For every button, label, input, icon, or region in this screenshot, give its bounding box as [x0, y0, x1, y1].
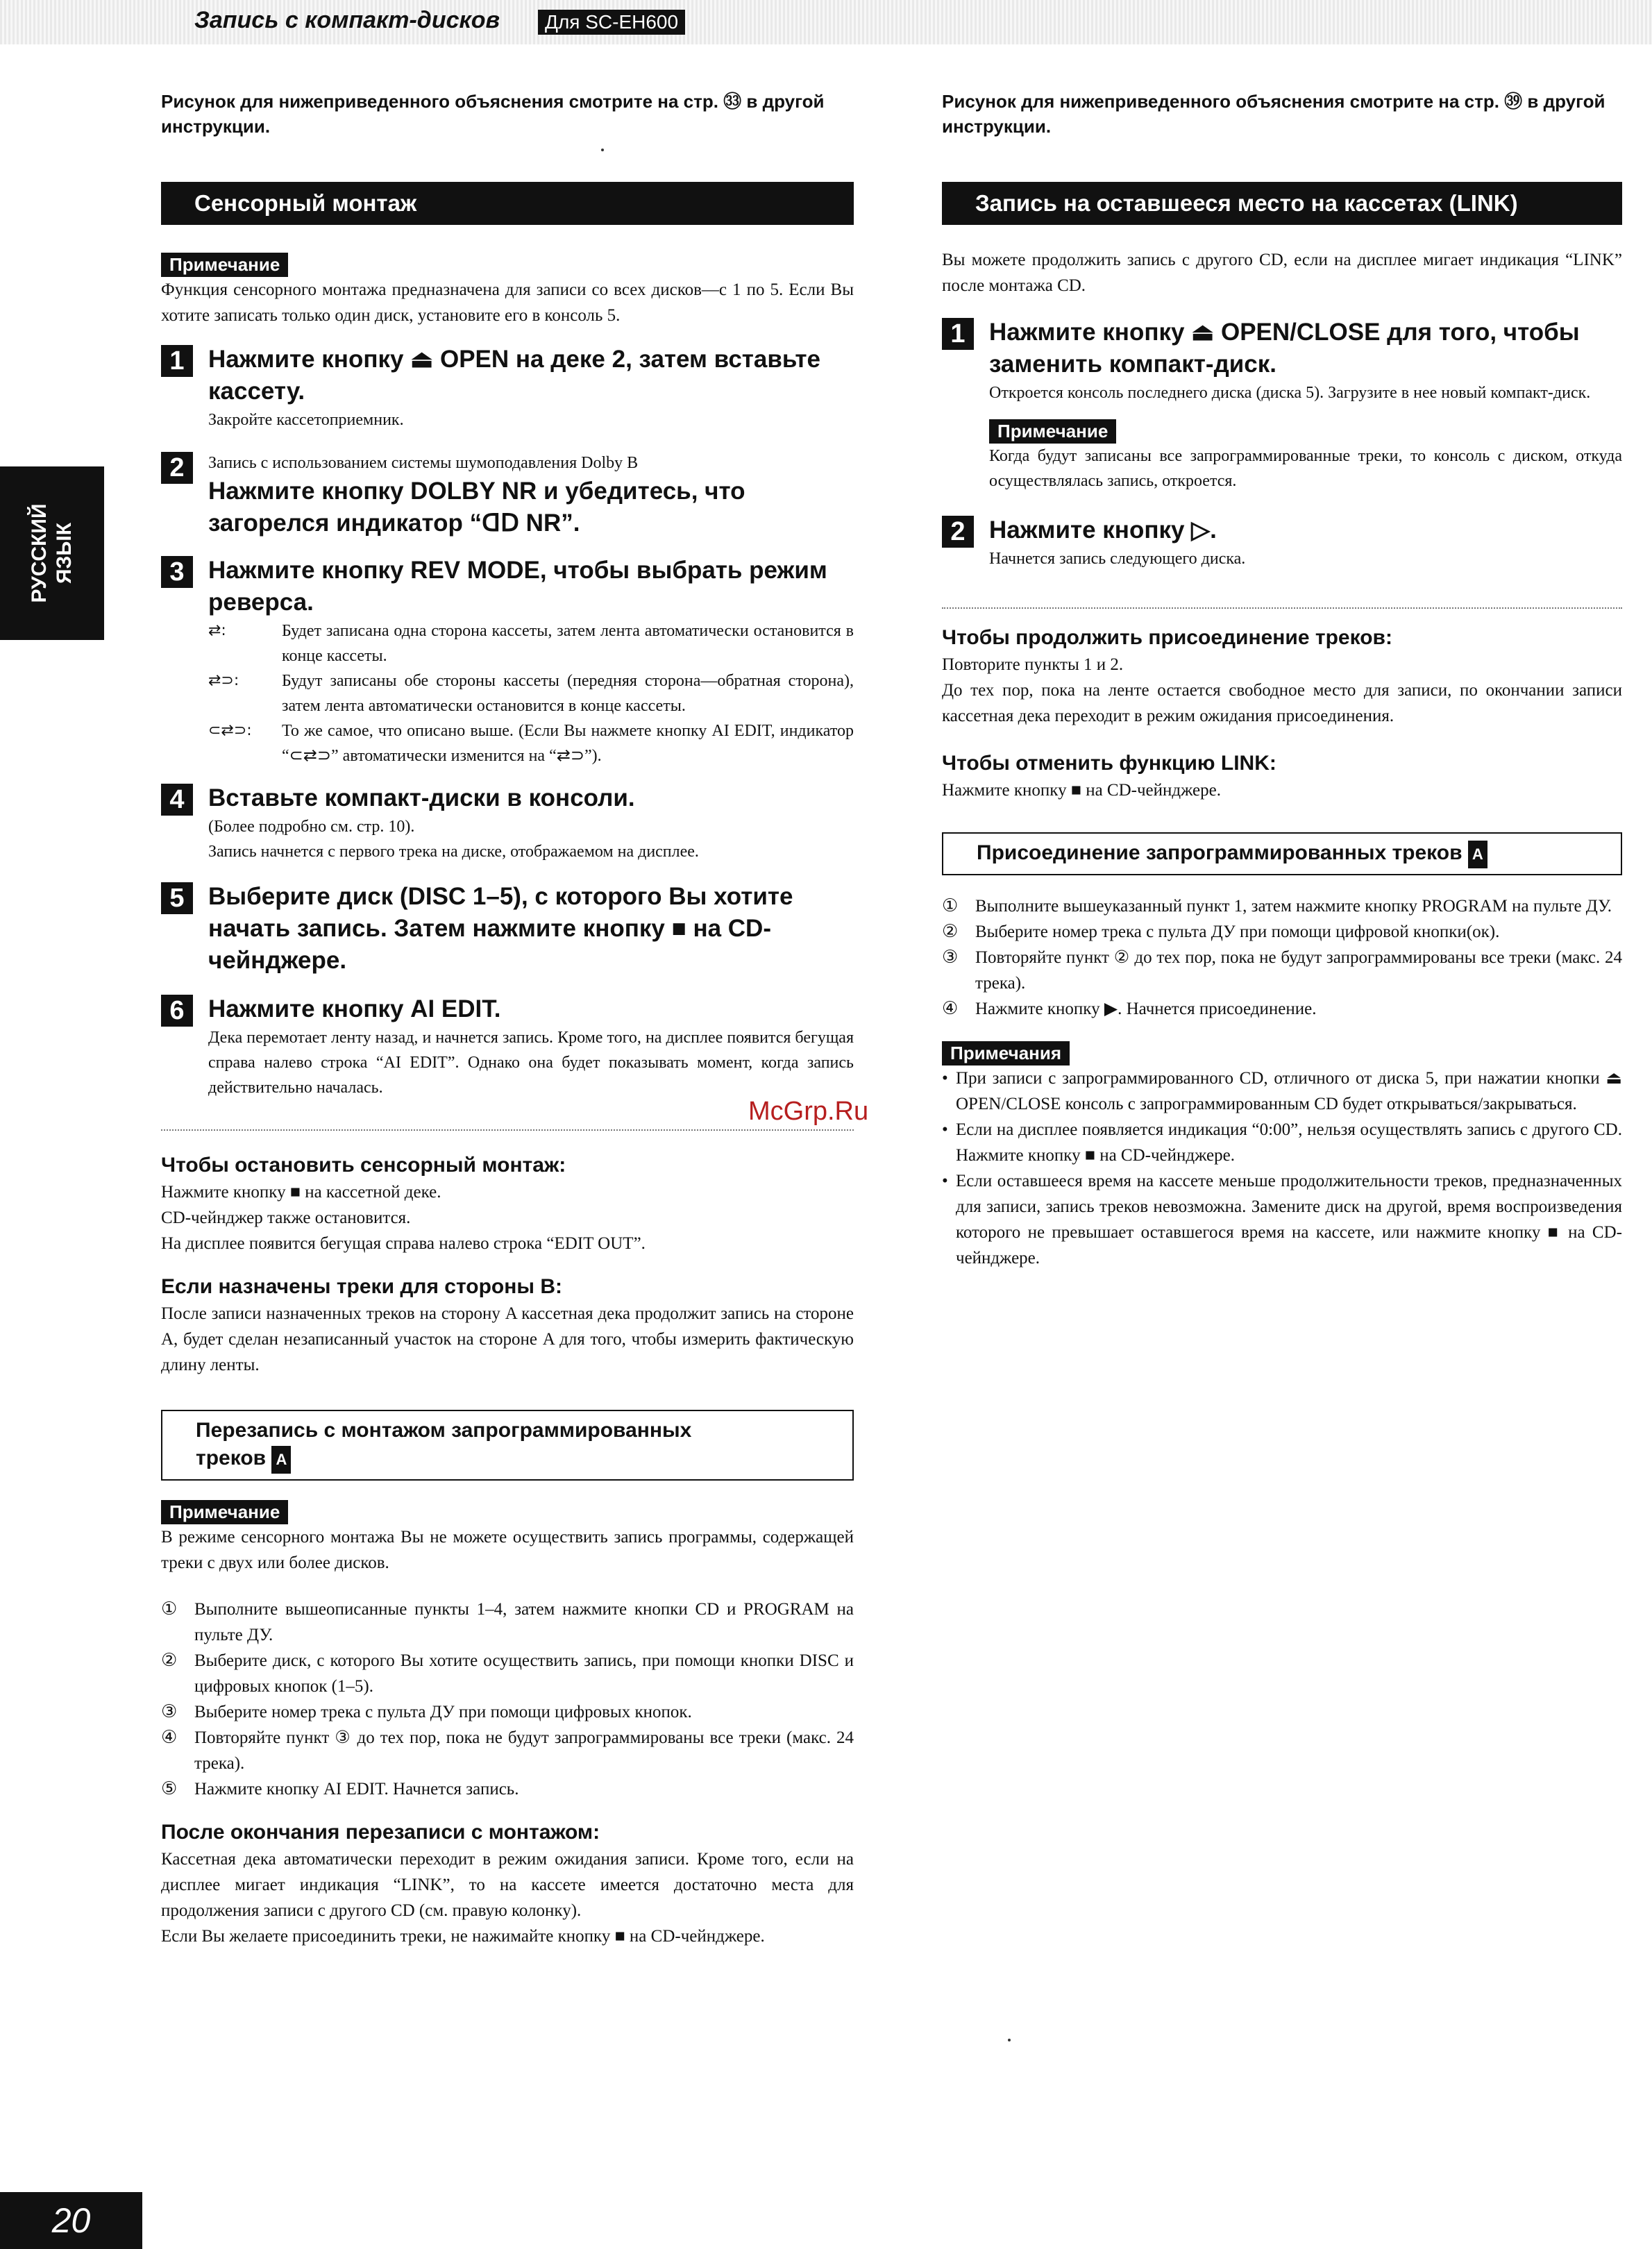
list-item: ④ Повторяйте пункт ③ до тех пор, пока не будут запрограммированы все треки (макс. 24 трека).: [161, 1727, 854, 1773]
note-label: Примечание: [161, 1500, 288, 1524]
rev-mode-text: Будут записаны обе стороны кассеты (передняя сторона—обратная сторона), затем лента автоматически остановится в конце кассеты.: [282, 672, 854, 715]
continue-line: Повторите пункты 1 и 2.: [942, 655, 1124, 674]
page-number: 20: [0, 2192, 142, 2249]
list-item: • Если на дисплее появляется индикация “0:00”, нельзя осуществлять запись с другого CD. Нажмите кнопку ■ на CD-чейнджере.: [942, 1120, 1622, 1165]
side-b-heading: Если назначены треки для стороны B:: [161, 1275, 562, 1298]
stop-line: Нажмите кнопку ■ на кассетной деке.: [161, 1183, 441, 1202]
stop-line: На дисплее появится бегущая справа налево строка “EDIT OUT”.: [161, 1234, 646, 1253]
section-link-header: Запись на оставшееся место на кассетах (LINK): [942, 182, 1622, 225]
step-pretext: Запись с использованием системы шумоподавления Dolby B: [208, 454, 639, 472]
after-text: Если Вы желаете присоединить треки, не нажимайте кнопку ■ на CD-чейнджере.: [161, 1927, 765, 1946]
language-tab-line2: ЯЗЫК: [53, 522, 76, 584]
step-5: [161, 881, 854, 977]
language-tab: [0, 466, 104, 640]
link-step-1: [942, 317, 1622, 494]
list-item: ④ Нажмите кнопку ▶. Начнется присоединение.: [942, 998, 1317, 1019]
stop-line: CD-чейнджер также остановится.: [161, 1208, 411, 1227]
list-item: • При записи с запрограммированного CD, отличного от диска 5, при нажатии кнопки ⏏ OPEN/CLOSE консоль с запрограммированным CD будет открываться/закрываться.: [942, 1069, 1622, 1113]
section-link-program-header: [942, 832, 1622, 875]
rev-mode-row: [208, 718, 854, 768]
rev-mode-text: То же самое, что описано выше. (Если Вы нажмете кнопку AI EDIT, индикатор “⊂⇄⊃” автоматически изменится на “⇄⊃”).: [282, 722, 854, 765]
step-text: Начнется запись следующего диска.: [989, 550, 1246, 568]
step-title: Нажмите кнопку REV MODE, чтобы выбрать режим реверса.: [208, 557, 827, 616]
link-intro-text: Вы можете продолжить запись с другого CD, если на дисплее мигает индикация “LINK” после монтажа CD.: [942, 251, 1622, 295]
stop-heading: Чтобы остановить сенсорный монтаж:: [161, 1154, 566, 1177]
list-item: ① Выполните вышеуказанный пункт 1, затем нажмите кнопку PROGRAM на пульте ДУ.: [942, 895, 1612, 916]
step-title: Нажмите кнопку ⏏ OPEN на деке 2, затем вставьте кассету.: [208, 346, 820, 405]
continue-text: До тех пор, пока на ленте остается свободное место для записи, по окончании записи кассетная дека переходит в режим ожидания присоединения.: [942, 681, 1622, 725]
divider: [942, 607, 1622, 609]
list-item: ① Выполните вышеописанные пункты 1–4, затем нажмите кнопки CD и PROGRAM на пульте ДУ.: [161, 1599, 854, 1644]
step-number: 2: [942, 516, 974, 548]
step-number: 5: [161, 882, 193, 914]
step-text: Запись начнется с первого трека на диске, отображаемом на дисплее.: [208, 843, 699, 861]
step-number: 1: [161, 345, 193, 377]
note-text: В режиме сенсорного монтажа Вы не можете осуществить запись программы, содержащей треки с двух или более дисков.: [161, 1528, 854, 1572]
list-item: ⑤ Нажмите кнопку AI EDIT. Начнется запись.: [161, 1778, 519, 1799]
rev-one-side-icon: ⇄:: [208, 622, 226, 639]
step-4: [161, 782, 854, 864]
note-label: Примечание: [989, 419, 1116, 444]
cancel-heading: Чтобы отменить функцию LINK:: [942, 752, 1276, 775]
step-title: Вставьте компакт-диски в консоли.: [208, 784, 635, 811]
side-b-text: После записи назначенных треков на сторону A кассетная дека продолжит запись на стороне A, будет сделан незаписанный участок на стороне A для того, чтобы измерить фактическую длину ленты.: [161, 1304, 854, 1374]
rev-mode-text: Будет записана одна сторона кассеты, затем лента автоматически остановится в конце кассеты.: [282, 622, 854, 665]
rev-mode-row: [208, 668, 854, 718]
rev-both-sides-icon: ⇄⊃:: [208, 672, 239, 689]
step-text: Дека перемотает ленту назад, и начнется запись. Кроме того, на дисплее появится бегущая справа налево строка “AI EDIT”. Однако она будет показывать момент, когда запись действительно началась.: [208, 1029, 854, 1097]
language-tab-line1: РУССКИЙ: [28, 503, 51, 603]
step-title: Нажмите кнопку DOLBY NR и убедитесь, что загорелся индикатор “ᗡᗞ NR”.: [208, 478, 745, 537]
notes-label: Примечания: [942, 1041, 1070, 1065]
step-number: 1: [942, 318, 974, 350]
section-title: Присоединение запрограммированных треков: [977, 841, 1463, 864]
step-number: 6: [161, 995, 193, 1027]
step-2: [161, 450, 854, 539]
link-program-list: [942, 893, 1622, 1022]
page-title: Запись с компакт-дисков: [194, 7, 500, 33]
a-badge: A: [1468, 841, 1487, 868]
after-heading: После окончания перезаписи с монтажом:: [161, 1821, 600, 1844]
note-text: Функция сенсорного монтажа предназначена для записи со всех дисков—с 1 по 5. Если Вы хотите записать только один диск, установите его в консоль 5.: [161, 280, 854, 325]
rev-continuous-icon: ⊂⇄⊃:: [208, 722, 252, 739]
section-touch-edit-header: Сенсорный монтаж: [161, 182, 854, 225]
left-column: [161, 89, 854, 1949]
left-intro: Рисунок для нижеприведенного объяснения смотрите на стр. ㉝ в другой инструкции.: [161, 91, 825, 137]
program-edit-list: [161, 1597, 854, 1802]
step-text: Закройте кассетоприемник.: [208, 411, 404, 429]
header-bar: [0, 0, 1652, 44]
after-text: Кассетная дека автоматически переходит в режим ожидания записи. Кроме того, если на дисплее мигает индикация “LINK”, то на кассете имеется достаточно места для продолжения записи с другого CD (см. правую колонку).: [161, 1850, 854, 1920]
step-1: [161, 344, 854, 432]
step-3: [161, 555, 854, 768]
step-number: 2: [161, 452, 193, 484]
notes-list: [942, 1065, 1622, 1271]
list-item: ③ Выберите номер трека с пульта ДУ при помощи цифровых кнопок.: [161, 1701, 692, 1722]
note-text: Когда будут записаны все запрограммированные треки, то консоль с диском, откуда осуществлялась запись, откроется.: [989, 447, 1622, 490]
scan-speck: [1008, 2039, 1011, 2041]
section-program-edit-header: [161, 1410, 854, 1481]
list-item: • Если оставшееся время на кассете меньше продолжительности треков, предназначенных для записи, запись треков невозможна. Замените диск на другой, время воспроизведения которого не превышает оставшегося время на кассете, или нажмите кнопку ■ на CD-чейнджере.: [942, 1172, 1622, 1267]
right-column: [942, 89, 1622, 1271]
step-number: 3: [161, 556, 193, 588]
step-text: (Более подробно см. стр. 10).: [208, 818, 415, 836]
step-title: Нажмите кнопку ⏏ OPEN/CLOSE для того, чтобы заменить компакт-диск.: [989, 319, 1580, 378]
list-item: ③ Повторяйте пункт ② до тех пор, пока не будут запрограммированы все треки (макс. 24 трека).: [942, 947, 1622, 993]
step-number: 4: [161, 784, 193, 816]
a-badge: A: [271, 1446, 291, 1474]
list-item: ② Выберите диск, с которого Вы хотите осуществить запись, при помощи кнопки DISC и цифровых кнопок (1–5).: [161, 1650, 854, 1696]
step-title: Нажмите кнопку AI EDIT.: [208, 995, 501, 1022]
watermark: McGrp.Ru: [748, 1097, 869, 1126]
list-item: ② Выберите номер трека с пульта ДУ при помощи цифровой кнопки(ок).: [942, 921, 1500, 942]
step-title: Выберите диск (DISC 1–5), с которого Вы хотите начать запись. Затем нажмите кнопку ■ на CD-чейнджере.: [208, 883, 793, 974]
right-intro: Рисунок для нижеприведенного объяснения смотрите на стр. ㊴ в другой инструкции.: [942, 91, 1605, 137]
rev-mode-row: [208, 618, 854, 668]
step-text: Откроется консоль последнего диска (диска 5). Загрузите в нее новый компакт-диск.: [989, 384, 1591, 402]
scan-speck: [601, 149, 604, 151]
section-title-line: треков: [196, 1447, 267, 1469]
step-6: [161, 993, 854, 1100]
section-title-line: Перезапись с монтажом запрограммированных: [196, 1419, 692, 1442]
link-step-2: [942, 514, 1622, 571]
note-label: Примечание: [161, 253, 288, 277]
cancel-text: Нажмите кнопку ■ на CD-чейнджере.: [942, 781, 1222, 800]
divider: [161, 1129, 854, 1131]
step-title: Нажмите кнопку ▷.: [989, 516, 1217, 544]
continue-heading: Чтобы продолжить присоединение треков:: [942, 626, 1392, 649]
model-badge: Для SC-EH600: [538, 10, 685, 35]
